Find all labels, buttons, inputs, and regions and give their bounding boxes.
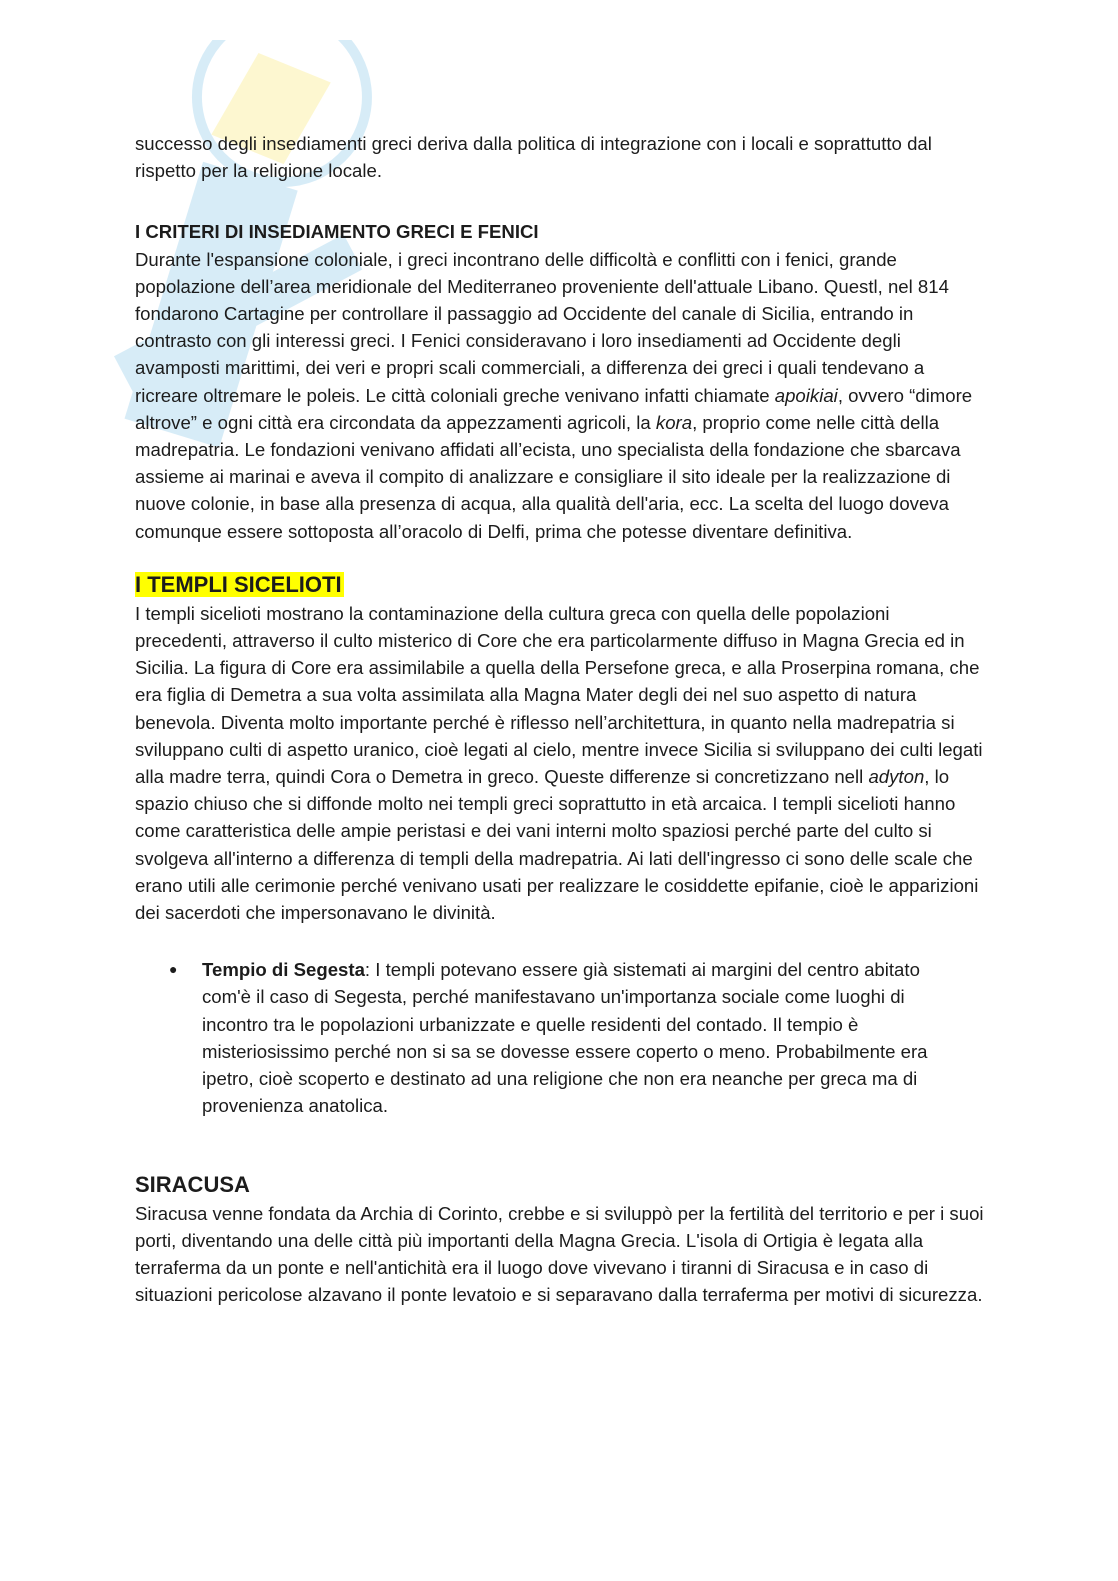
section-title-siracusa: SIRACUSA xyxy=(135,1171,250,1197)
term-kora: kora xyxy=(655,411,693,433)
criteri-text-1: Durante l'espansione coloniale, i greci incontrano delle difficoltà e conflitti con i fenici, grande popolazione dell’area meridionale del Mediterraneo proveniente dell'attuale Libano. Questl, nel 814 fondarono Cartagine per controllare il passaggio ad Occidente del canale di Sicilia, entrando in contrasto con gli interessi greci. I Fenici consideravano i loro insediamenti ad Occidente degli avamposti marittimi, dei veri e propri scali commerciali, a differenza dei greci i quali tendevano a ricreare oltremare le poleis. Le città coloniali greche venivano infatti chiamate xyxy=(135,248,949,406)
section-title-templi xyxy=(135,570,985,600)
templi-text-1: I templi sicelioti mostrano la contaminazione della cultura greca con quella delle popolazioni precedenti, attraverso il culto misterico di Core che era particolarmente diffuso in Magna Grecia ed in Sicilia. La figura di Core era assimilabile a quella della Persefone greca, e alla Proserpina romana, che era figlia di Demetra a sua volta assimilata alla Magna Mater degli dei nel suo aspetto di natura benevola. Diventa molto importante perché è riflesso nell’architettura, in quanto nella madrepatria si sviluppano culti di aspetto uranico, cioè legati al cielo, mentre invece Sicilia si sviluppano dei culti legati alla madre terra, quindi Cora o Demetra in greco. Queste differenze si concretizzano nell xyxy=(135,602,983,788)
templi-text-2: , lo spazio chiuso che si diffonde molto nei templi greci soprattutto in età arcaica. I templi sicelioti hanno come caratteristica delle ampie peristasi e dei vani interni molto spaziosi perché parte del culto si svolgeva all'interno a differenza di templi della madrepatria. Ai lati dell'ingresso ci sono delle scale che erano utili alle cerimonie perché venivano usati per realizzare le cosiddette epifanie, cioè le apparizioni dei sacerdoti che impersonavano le divinità. xyxy=(135,766,979,924)
bullet-text: : I templi potevano essere già sistemati ai margini del centro abitato com'è il caso di Segesta, perché manifestavano un'importanza sociale come luoghi di incontro tra le popolazioni urbanizzate e quelle residenti del contado. Il tempio è misteriosissimo perché non si sa se dovesse essere coperto o meno. Probabilmente era ipetro, cioè scoperto e destinato ad una religione che non era neanche per greca ma di provenienza anatolica. xyxy=(202,959,928,1117)
criteri-text-2: , ovvero “dimore altrove” e ogni città era circondata da appezzamenti agricoli, la xyxy=(135,384,973,433)
siracusa-paragraph: Siracusa venne fondata da Archia di Corinto, crebbe e si sviluppò per la fertilità del territorio e per i suoi porti, diventando una delle città più importanti della Magna Grecia. L'isola di Ortigia è legata alla terraferma da un ponte e nell'antichità era il luogo dove vivevano i tiranni di Siracusa e in caso di situazioni pericolose alzavano il ponte levatoio e si separavano dalla terraferma per motivi di sicurezza. xyxy=(135,1202,984,1306)
term-apoikiai: apoikiai xyxy=(774,384,838,406)
document-page xyxy=(135,130,985,1308)
term-adyton: adyton xyxy=(868,766,925,788)
bullet-icon: ● xyxy=(169,961,178,978)
bullet-term: Tempio di Segesta xyxy=(202,959,365,981)
criteri-paragraph xyxy=(135,246,985,545)
highlighted-heading: I TEMPLI SICELIOTI xyxy=(135,571,342,597)
intro-paragraph: successo degli insediamenti greci deriva dalla politica di integrazione con i locali e soprattutto dal rispetto per la religione locale. xyxy=(135,133,932,182)
bullet-list xyxy=(135,956,985,1119)
section-title-criteri: I CRITERI DI INSEDIAMENTO GRECI E FENICI xyxy=(135,221,539,243)
templi-paragraph xyxy=(135,600,985,926)
criteri-text-3: , proprio come nelle città della madrepatria. Le fondazioni venivano affidati all’ecista, uno specialista della fondazione che sbarcava assieme ai marinai e aveva il compito di analizzare e consigliare il sito ideale per la realizzazione di nuove colonie, in base alla presenza di acqua, alla qualità dell'aria, ecc. La scelta del luogo doveva comunque essere sottoposta all’oracolo di Delfi, prima che potesse diventare definitiva. xyxy=(135,411,961,542)
list-item xyxy=(135,956,942,1119)
